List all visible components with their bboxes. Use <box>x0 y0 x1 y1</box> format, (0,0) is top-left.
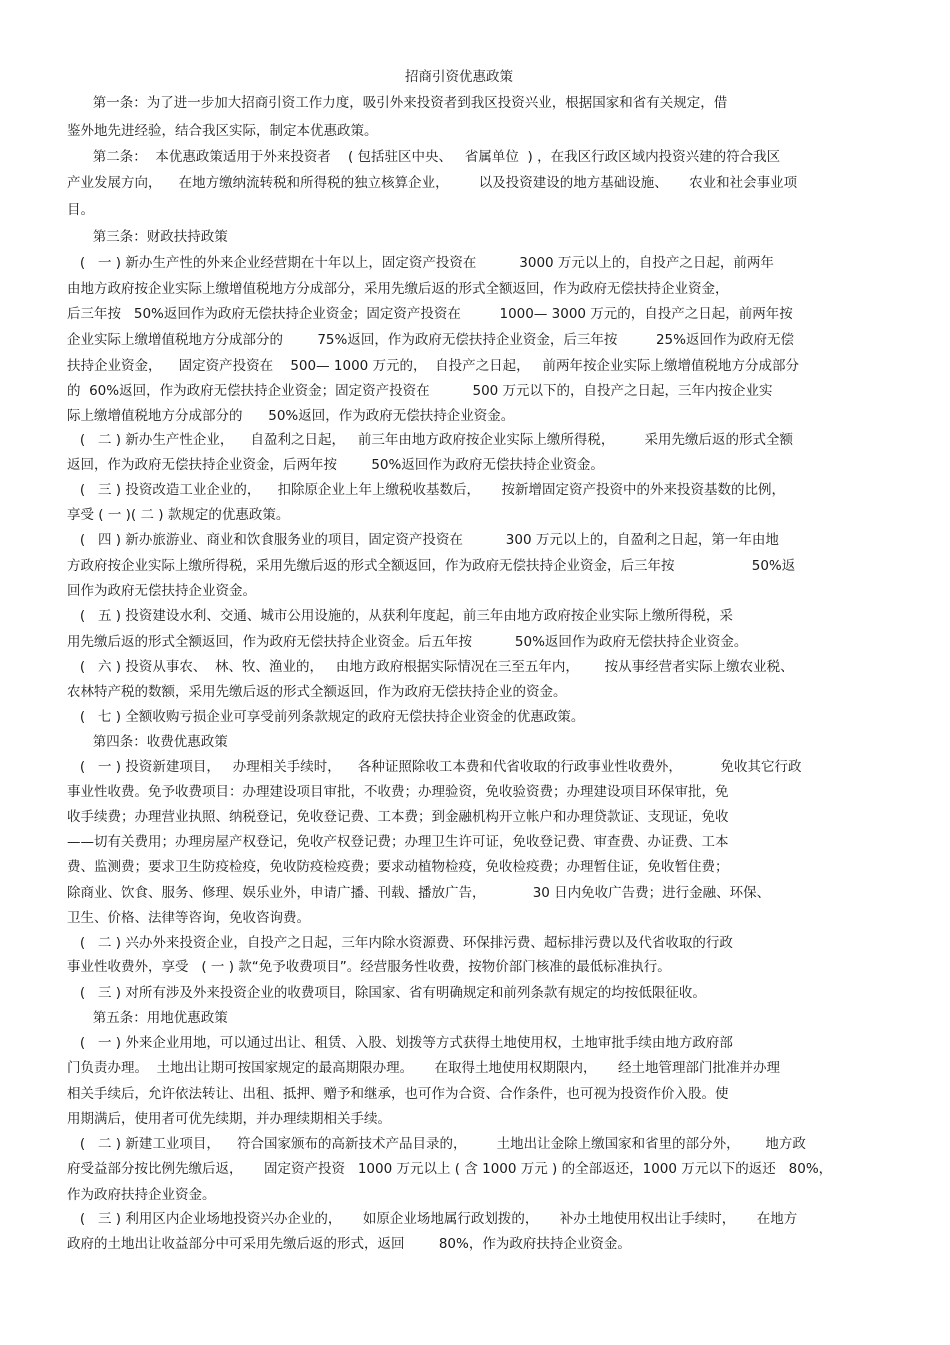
text-line: ( 六 ) 投资从事农、 林、牧、渔业的， 由地方政府根据实际情况在三至五年内， 按从事经营者实际上缴农业税、 <box>67 659 794 675</box>
text-line: 事业性收费外，享受 ( 一 ) 款“免予收费项目”。经营服务性收费，按物价部门核准的最低标准执行。 <box>67 959 671 975</box>
text-line: ( 三 ) 对所有涉及外来投资企业的收费项目，除国家、省有明确规定和前列条款有规定的均按低限征收。 <box>67 985 706 1001</box>
text-line: 际上缴增值税地方分成部分的 50%返回，作为政府无偿扶持企业资金。 <box>67 408 515 424</box>
text-line: 用先缴后返的形式全额返回，作为政府无偿扶持企业资金。后五年按 50%返回作为政府无偿扶持企业资金。 <box>67 634 748 650</box>
text-line: 扶持企业资金， 固定资产投资在 500— 1000 万元的， 自投产之日起， 前两年按企业实际上缴增值税地方分成部分 <box>67 358 799 374</box>
text-line: 作为政府扶持企业资金。 <box>67 1187 216 1203</box>
text-line: ( 四 ) 新办旅游业、商业和饮食服务业的项目，固定资产投资在 300 万元以上的，自盈利之日起，第一年由地 <box>67 532 779 548</box>
document-title: 招商引资优惠政策 <box>405 69 513 85</box>
text-line: 享受 ( 一 )( 二 ) 款规定的优惠政策。 <box>67 507 290 523</box>
text-line: 事业性收费。免予收费项目：办理建设项目审批，不收费；办理验资，免收验资费；办理建设项目环保审批，免 <box>67 784 729 800</box>
text-line: 收手续费；办理营业执照、纳税登记，免收登记费、工本费；到金融机构开立帐户和办理贷款证、支现证，免收 <box>67 809 729 825</box>
text-line: 返回，作为政府无偿扶持企业资金，后两年按 50%返回作为政府无偿扶持企业资金。 <box>67 457 604 473</box>
text-line: ( 三 ) 投资改造工业企业的， 扣除原企业上年上缴税收基数后， 按新增固定资产投资中的外来投资基数的比例， <box>67 482 785 498</box>
text-line: 企业实际上缴增值税地方分成部分的 75%返回，作为政府无偿扶持企业资金，后三年按 25%返回作为政府无偿 <box>67 332 794 348</box>
text-line: 农林特产税的数额，采用先缴后返的形式全额返回，作为政府无偿扶持企业的资金。 <box>67 684 567 700</box>
text-line: 政府的土地出让收益部分中可采用先缴后返的形式，返回 80%，作为政府扶持企业资金。 <box>67 1236 631 1252</box>
text-line: 府受益部分按比例先缴后返， 固定资产投资 1000 万元以上 ( 含 1000 万元 ) 的全部返还，1000 万元以下的返还 80%， <box>67 1161 833 1177</box>
text-line: 第三条：财政扶持政策 <box>67 229 228 245</box>
text-line: ( 二 ) 兴办外来投资企业，自投产之日起，三年内除水资源费、环保排污费、超标排污费以及代省收取的行政 <box>67 935 733 951</box>
text-line: 后三年按 50%返回作为政府无偿扶持企业资金；固定资产投资在 1000— 3000 万元的，自投产之日起，前两年按 <box>67 306 793 322</box>
text-line: 用期满后，使用者可优先续期，并办理续期相关手续。 <box>67 1111 391 1127</box>
text-line: ( 二 ) 新建工业项目， 符合国家颁布的高新技术产品目录的， 土地出让金除上缴国家和省里的部分外， 地方政 <box>67 1136 806 1152</box>
text-line: ( 一 ) 投资新建项目， 办理相关手续时， 各种证照除收工本费和代省收取的行政事业性收费外， 免收其它行政 <box>67 759 802 775</box>
text-line: 产业发展方向， 在地方缴纳流转税和所得税的独立核算企业， 以及投资建设的地方基础设施、 农业和社会事业项 <box>67 175 798 191</box>
text-line: 目。 <box>67 202 94 218</box>
text-line: 方政府按企业实际上缴所得税，采用先缴后返的形式全额返回，作为政府无偿扶持企业资金，后三年按 50%返 <box>67 558 796 574</box>
text-line: ——切有关费用；办理房屋产权登记，免收产权登记费；办理卫生许可证，免收登记费、审查费、办证费、工本 <box>67 834 729 850</box>
text-line: ( 一 ) 外来企业用地，可以通过出让、租赁、入股、划拨等方式获得土地使用权，土地审批手续由地方政府部 <box>67 1035 733 1051</box>
text-line: 门负责办理。 土地出让期可按国家规定的最高期限办理。 在取得土地使用权期限内， 经土地管理部门批准并办理 <box>67 1060 780 1076</box>
text-line: 鉴外地先进经验，结合我区实际，制定本优惠政策。 <box>67 123 378 139</box>
text-line: 卫生、价格、法律等咨询，免收咨询费。 <box>67 910 310 926</box>
text-line: ( 一 ) 新办生产性的外来企业经营期在十年以上，固定资产投资在 3000 万元以上的，自投产之日起，前两年 <box>67 255 774 271</box>
text-line: 费、监测费；要求卫生防疫检疫，免收防疫检疫费；要求动植物检疫，免收检疫费；办理暂住证，免收暂住费； <box>67 859 729 875</box>
text-line: ( 二 ) 新办生产性企业， 自盈利之日起， 前三年由地方政府按企业实际上缴所得税， 采用先缴后返的形式全额 <box>67 432 793 448</box>
text-line: 的 60%返回，作为政府无偿扶持企业资金；固定资产投资在 500 万元以下的，自投产之日起，三年内按企业实 <box>67 383 773 399</box>
text-line: ( 三 ) 利用区内企业场地投资兴办企业的， 如原企业场地属行政划拨的， 补办土地使用权出让手续时， 在地方 <box>67 1211 798 1227</box>
text-line: 第五条：用地优惠政策 <box>67 1010 228 1026</box>
text-line: ( 五 ) 投资建设水利、交通、城市公用设施的，从获利年度起，前三年由地方政府按企业实际上缴所得税，采 <box>67 608 733 624</box>
text-line: 由地方政府按企业实际上缴增值税地方分成部分，采用先缴后返的形式全额返回，作为政府无偿扶持企业资金， <box>67 281 729 297</box>
text-line: ( 七 ) 全额收购亏损企业可享受前列条款规定的政府无偿扶持企业资金的优惠政策。 <box>67 709 585 725</box>
text-line: 回作为政府无偿扶持企业资金。 <box>67 583 256 599</box>
text-line: 第四条：收费优惠政策 <box>67 734 228 750</box>
text-line: 第二条： 本优惠政策适用于外来投资者 ( 包括驻区中央、 省属单位 ) ，在我区行政区域内投资兴建的符合我区 <box>67 149 781 165</box>
text-line: 相关手续后，允许依法转让、出租、抵押、赠予和继承，也可作为合资、合作条件，也可视为投资作价入股。使 <box>67 1086 729 1102</box>
text-line: 第一条：为了进一步加大招商引资工作力度，吸引外来投资者到我区投资兴业，根据国家和省有关规定，借 <box>67 95 728 111</box>
text-line: 除商业、饮食、服务、修理、娱乐业外，申请广播、刊载、播放广告， 30 日内免收广告费；进行金融、环保、 <box>67 885 771 901</box>
